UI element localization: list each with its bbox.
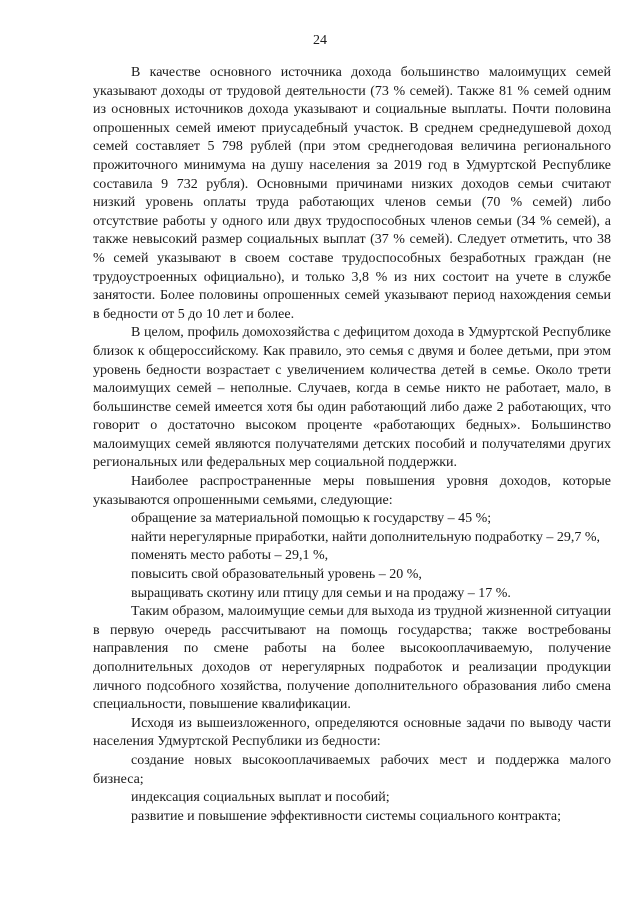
- list-item: развитие и повышение эффективности системы социального контракта;: [131, 808, 561, 824]
- list-item: повысить свой образовательный уровень – 20 %,: [131, 567, 422, 583]
- list-item: найти нерегулярные приработки, найти дополнительную подработку – 29,7 %,: [131, 529, 601, 545]
- list-item: поменять место работы – 29,1 %,: [131, 548, 329, 564]
- list-item: индексация социальных выплат и пособий;: [131, 790, 390, 806]
- body-text: [93, 64, 611, 826]
- list-item: обращение за материальной помощью к государству – 45 %;: [131, 511, 492, 527]
- paragraph-income-sources: В качестве основного источника дохода большинство малоимущих семей указывают доходы от трудовой деятельности (73 % семей). Также 81 % семей одним из основных источников дохода указывают и социальные выплаты. Почти половина опрошенных семей имеют приусадебный участок. В среднем среднедушевой доход семей составляет 5 798 рублей (при этом среднегодовая величина регионального прожиточного минимума на душу населения за 2019 год в Удмуртской Республике составила 9 732 рубля). Основными причинами низких доходов семьи считают низкий уровень оплаты труда работающих членов семьи (70 % семей) либо отсутствие работы у одного или двух трудоспособных членов семьи (34 % семей), а также невысокий размер социальных выплат (37 % семей). Следует отметить, что 38 % семей указывают в своем составе трудоспособных безработных граждан (не трудоустроенных официально), и только 3,8 % из них состоит на учете в службе занятости. Более половины опрошенных семей указывают период нахождения семьи в бедности от 5 до 10 лет и более.: [93, 65, 611, 322]
- paragraph-conclusion: Таким образом, малоимущие семьи для выхода из трудной жизненной ситуации в первую очередь рассчитывают на помощь государства; также востребованы направления по смене работы на более высокооплачиваемую, получение дополнительных доходов от нерегулярных подработок и реализации продукции личного подсобного хозяйства, получение дополнительного образования либо смена специальности, повышение квалификации.: [93, 604, 611, 713]
- paragraph-tasks-intro: Исходя из вышеизложенного, определяются основные задачи по выводу части населения Удмуртской Республики из бедности:: [93, 715, 611, 750]
- paragraph-household-profile: В целом, профиль домохозяйства с дефицитом дохода в Удмуртской Республике близок к общероссийскому. Как правило, это семья с двумя и более детьми, при этом уровень бедности возрастает с увеличением количества детей в семье. Около трети малоимущих семей – неполные. Случаев, когда в семье никто не работает, мало, в большинстве семей имеется хотя бы один работающий либо даже 2 работающих, что говорит о достаточно высоком проценте «работающих бедных». Большинство малоимущих семей являются получателями детских пособий и получателями других региональных или федеральных мер социальной поддержки.: [93, 325, 611, 471]
- paragraph-measures-intro: Наиболее распространенные меры повышения уровня доходов, которые указываются опрошенными семьями, следующие:: [93, 474, 611, 508]
- list-item: создание новых высокооплачиваемых рабочих мест и поддержка малого бизнеса;: [93, 752, 611, 787]
- page-number: 24: [313, 33, 327, 48]
- list-item: выращивать скотину или птицу для семьи и на продажу – 17 %.: [131, 585, 511, 601]
